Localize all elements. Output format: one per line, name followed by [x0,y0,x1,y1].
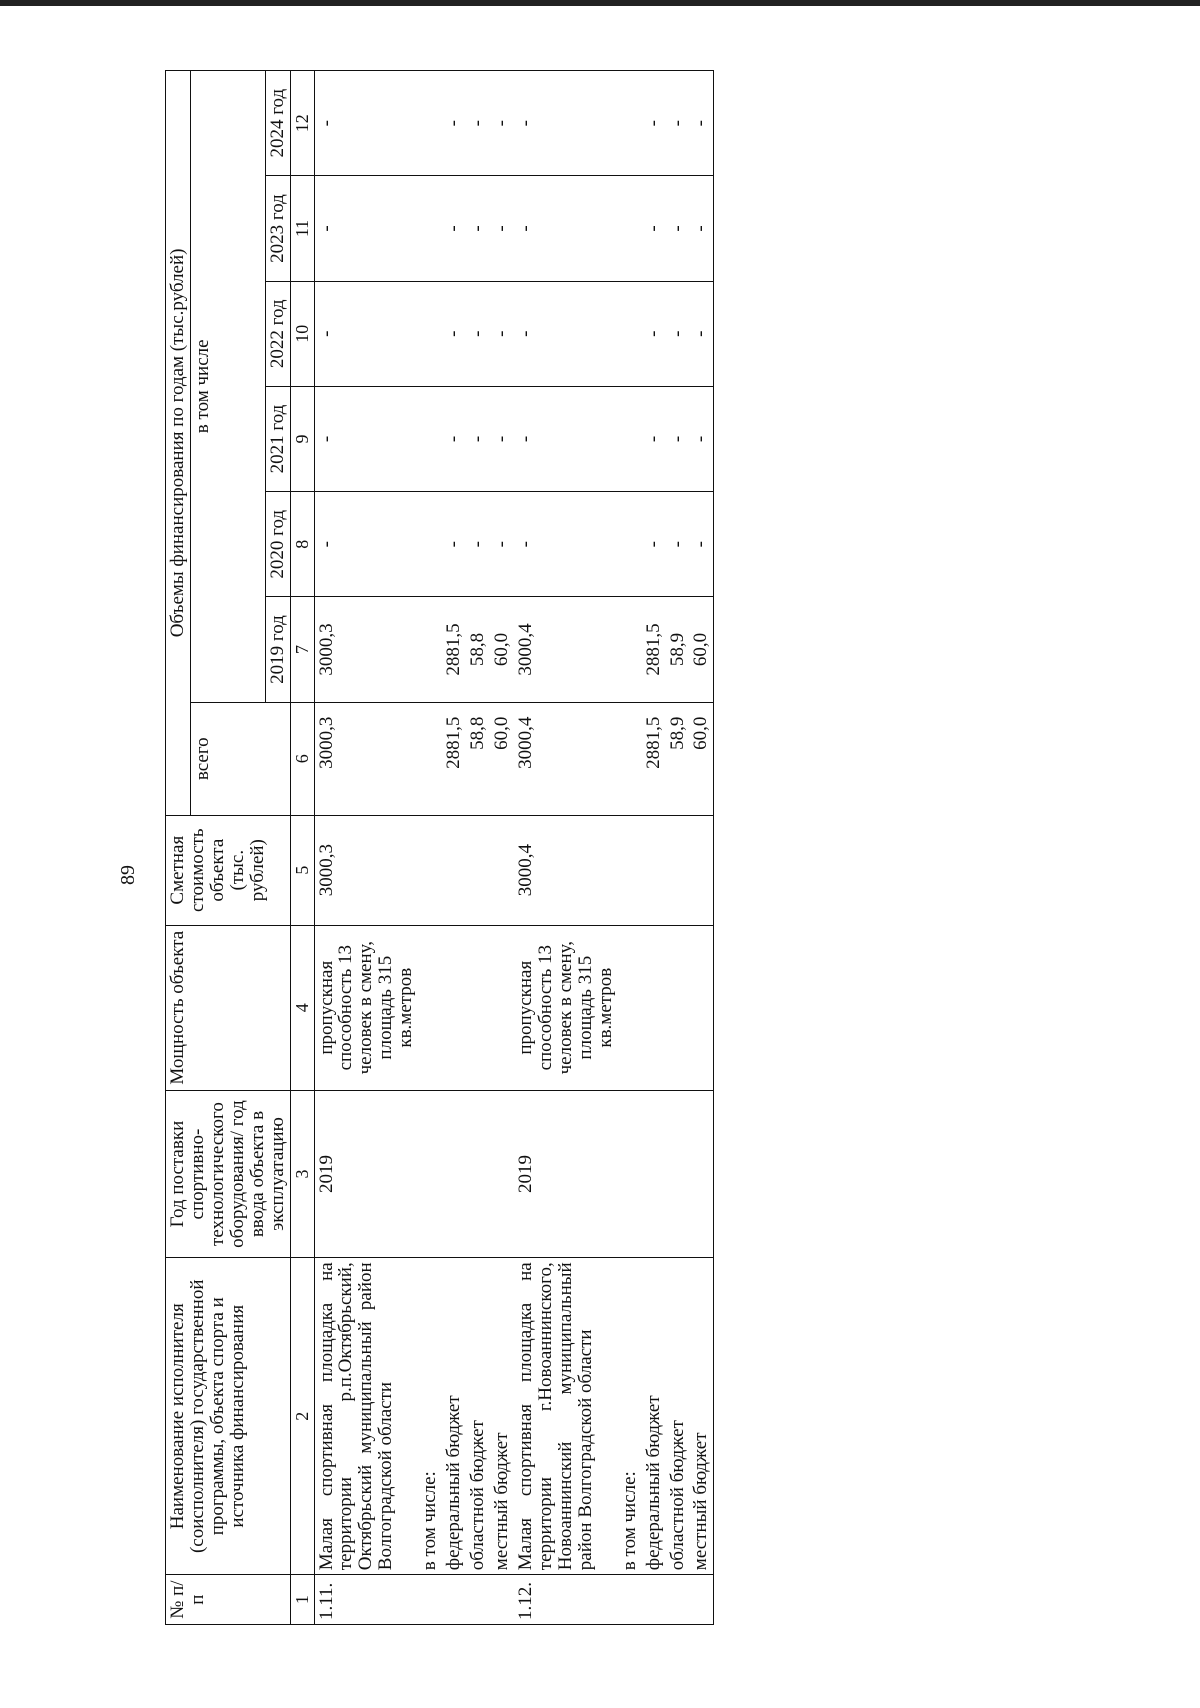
page-number: 89 [117,865,139,885]
column-number: 9 [290,386,314,491]
regional-2019: 58,8 [466,597,490,702]
dash-cell: - [642,281,666,386]
column-number: 11 [290,176,314,281]
table-row-including [418,71,442,1625]
column-number: 4 [290,925,314,1090]
local-total: 60,0 [490,702,514,815]
value-2023: - [314,176,418,281]
dash-cell: - [642,492,666,597]
header-including: в том числе [190,71,265,703]
header-year-2024: 2024 год [265,71,290,176]
table-row-including [618,71,642,1625]
table-row-regional [666,71,690,1625]
federal-label: федеральный бюджет [442,1258,466,1575]
regional-label: областной бюджет [466,1258,490,1575]
value-2021: - [314,386,418,491]
commission-year: 2019 [514,1090,618,1258]
dash-cell: - [442,71,466,176]
dash-cell: - [689,386,713,491]
local-total: 60,0 [689,702,713,815]
dash-cell: - [666,71,690,176]
table-row-federal [442,71,466,1625]
estimated-cost: 3000,3 [314,815,418,925]
column-number: 7 [290,597,314,702]
column-number: 12 [290,71,314,176]
local-label: местный бюджет [490,1258,514,1575]
table-row-local [689,71,713,1625]
dash-cell: - [666,492,690,597]
regional-total: 58,9 [666,702,690,815]
dash-cell: - [490,176,514,281]
column-number: 5 [290,815,314,925]
column-number: 6 [290,702,314,815]
dash-cell: - [642,386,666,491]
table-row-1-12 [514,71,618,1625]
table-row-local [490,71,514,1625]
commission-year: 2019 [314,1090,418,1258]
local-2019: 60,0 [689,597,713,702]
column-number: 10 [290,281,314,386]
object-name: Малая спортивная площадка на территории р.п.Октябрьский, Октябрьский муниципальный район Волгоградской области [314,1258,418,1575]
dash-cell: - [490,281,514,386]
regional-total: 58,8 [466,702,490,815]
header-capacity: Мощность объекта [166,925,291,1090]
table-row-regional [466,71,490,1625]
header-cost: Сметная стоимость объекта (тыс. рублей) [166,815,291,925]
object-capacity: пропускная способность 13 человек в смену, площадь 315 кв.метров [314,925,418,1090]
financing-table [165,70,714,1625]
local-label: местный бюджет [689,1258,713,1575]
header-finance: Объемы финансирования по годам (тыс.рублей) [166,71,191,816]
value-2020: - [514,492,618,597]
local-2019: 60,0 [490,597,514,702]
row-num: 1.11. [314,1575,418,1625]
rotated-table-container [165,70,1165,1625]
dash-cell: - [666,386,690,491]
dash-cell: - [490,71,514,176]
dash-cell: - [490,386,514,491]
header-total: всего [190,702,290,815]
dash-cell: - [466,386,490,491]
federal-total: 2881,5 [442,702,466,815]
value-2022: - [514,281,618,386]
federal-2019: 2881,5 [442,597,466,702]
column-number: 8 [290,492,314,597]
dash-cell: - [490,492,514,597]
value-2020: - [314,492,418,597]
including-label: в том числе: [618,1258,642,1575]
including-label: в том числе: [418,1258,442,1575]
value-2023: - [514,176,618,281]
object-capacity: пропускная способность 13 человек в смену, площадь 315 кв.метров [514,925,618,1090]
federal-total: 2881,5 [642,702,666,815]
header-year-2019: 2019 год [265,597,290,702]
regional-label: областной бюджет [666,1258,690,1575]
header-year: Год поставки спортивно-технологического оборудования/ год ввода объекта в эксплуатацию [166,1090,291,1258]
dash-cell: - [666,176,690,281]
dash-cell: - [689,492,713,597]
value-2019: 3000,3 [314,597,418,702]
header-year-2021: 2021 год [265,386,290,491]
header-num: № п/п [166,1575,291,1625]
column-number: 2 [290,1258,314,1575]
dash-cell: - [642,176,666,281]
dash-cell: - [689,71,713,176]
table-row-federal [642,71,666,1625]
dash-cell: - [466,281,490,386]
header-name: Наименование исполнителя (соисполнителя) государственной программы, объекта спорта и источника финансирования [166,1258,291,1575]
object-name: Малая спортивная площадка на территории г.Новоаннинского, Новоаннинский муниципальный район Волгоградской области [514,1258,618,1575]
dash-cell: - [466,492,490,597]
header-year-2022: 2022 год [265,281,290,386]
dash-cell: - [689,176,713,281]
table-row-1-11 [314,71,418,1625]
value-2019: 3000,4 [514,597,618,702]
total-value: 3000,4 [514,702,618,815]
dash-cell: - [442,386,466,491]
value-2022: - [314,281,418,386]
dash-cell: - [689,281,713,386]
federal-label: федеральный бюджет [642,1258,666,1575]
row-num: 1.12. [514,1575,618,1625]
value-2021: - [514,386,618,491]
regional-2019: 58,9 [666,597,690,702]
total-value: 3000,3 [314,702,418,815]
scan-edge [0,0,1200,6]
dash-cell: - [442,176,466,281]
dash-cell: - [466,71,490,176]
dash-cell: - [642,71,666,176]
column-number: 3 [290,1090,314,1258]
dash-cell: - [442,281,466,386]
federal-2019: 2881,5 [642,597,666,702]
header-year-2020: 2020 год [265,492,290,597]
dash-cell: - [442,492,466,597]
value-2024: - [514,71,618,176]
value-2024: - [314,71,418,176]
column-number: 1 [290,1575,314,1625]
column-number-row [290,71,314,1625]
header-year-2023: 2023 год [265,176,290,281]
estimated-cost: 3000,4 [514,815,618,925]
dash-cell: - [666,281,690,386]
dash-cell: - [466,176,490,281]
